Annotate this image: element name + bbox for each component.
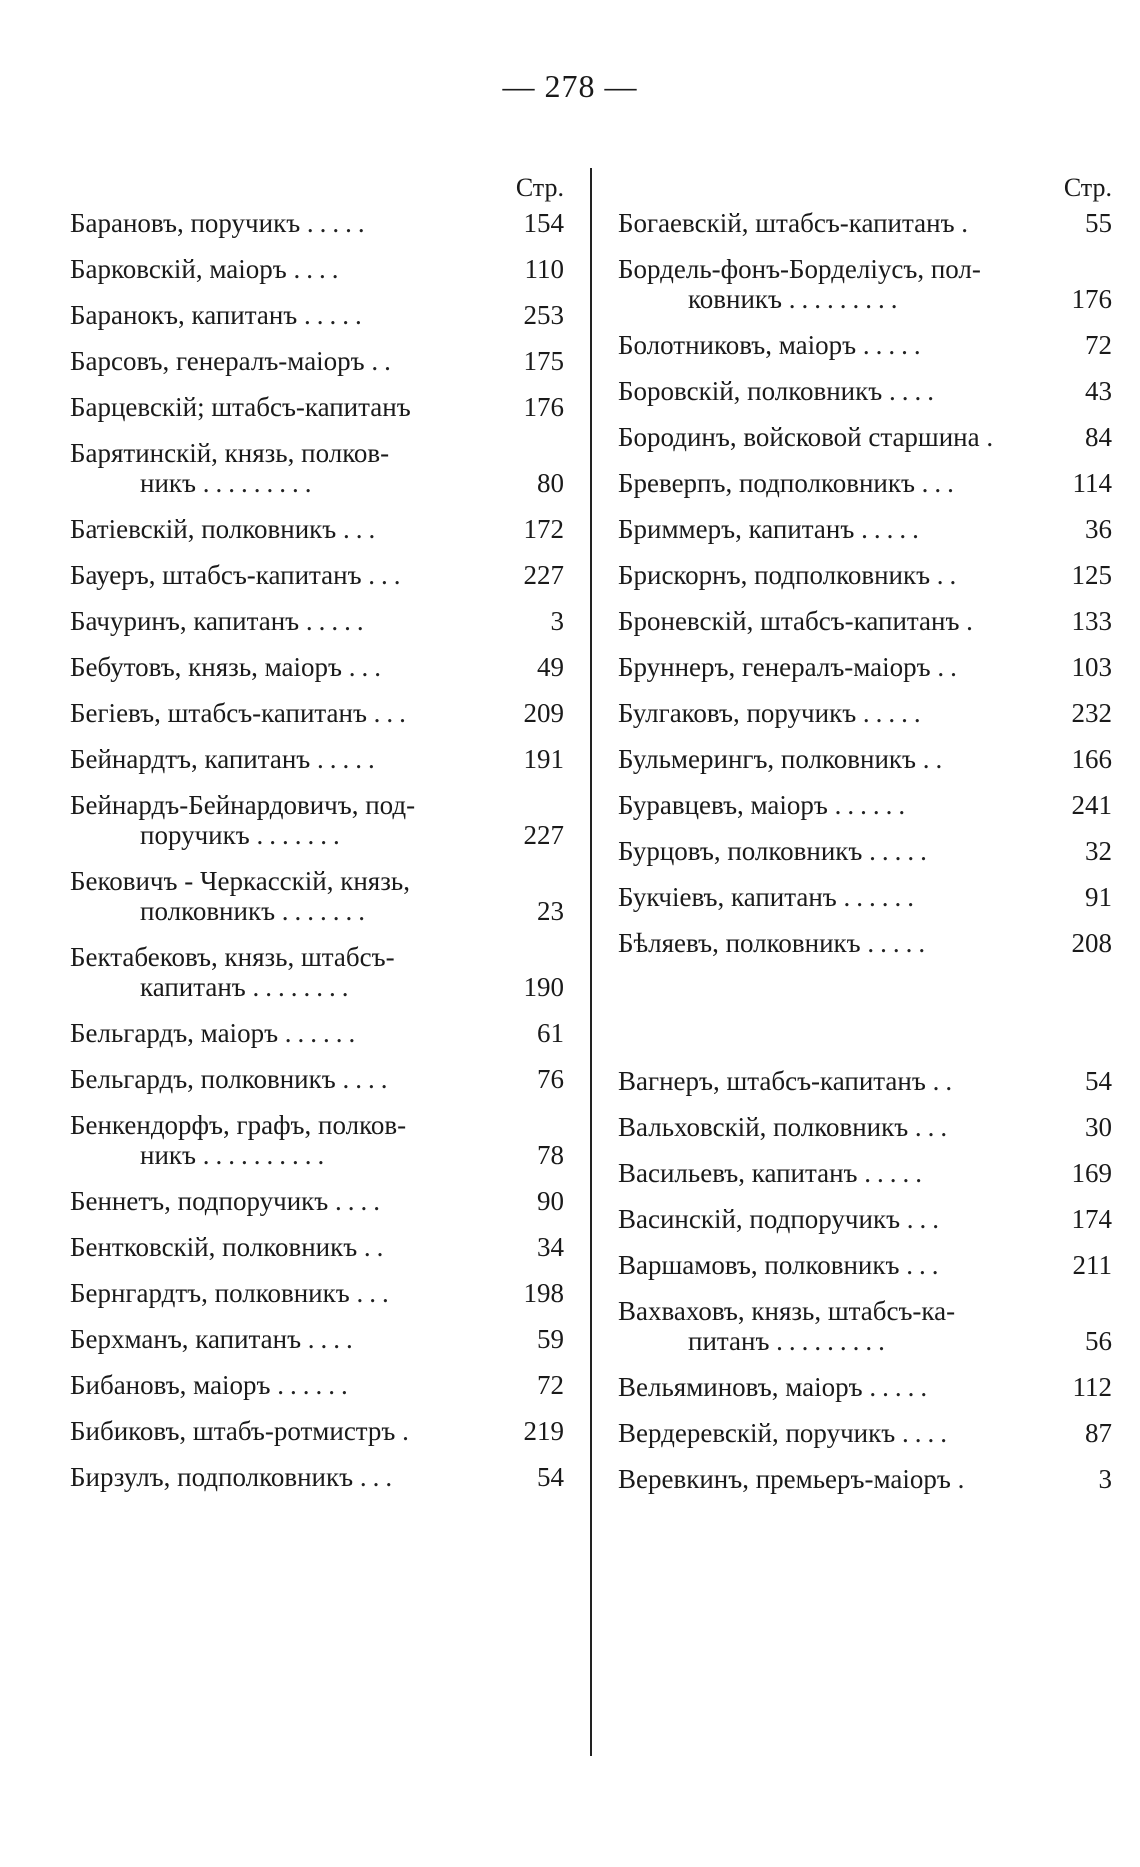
page-reference: 110 [524, 254, 564, 284]
entry-name-continuation [618, 284, 1032, 314]
entry-name-text: Веревкинъ, премьеръ-маіоръ [618, 1464, 951, 1494]
index-entry [70, 1110, 564, 1170]
entry-name-text: Бреверпъ, подполковникъ [618, 468, 915, 498]
index-entry [618, 1250, 1112, 1280]
page-reference: 211 [1072, 1250, 1112, 1280]
index-entry [70, 208, 564, 238]
entry-name [618, 1372, 1032, 1402]
leader-dots: ....... [281, 896, 372, 926]
entry-name [618, 1112, 1032, 1142]
entry-name-text: Болотниковъ, маіоръ [618, 330, 857, 360]
leader-dots: ...... [843, 882, 921, 912]
entry-name-text: Васильевъ, капитанъ [618, 1158, 858, 1188]
leader-dots: . [961, 208, 975, 238]
page-reference: 36 [1085, 514, 1112, 544]
page-reference: 54 [1085, 1066, 1112, 1096]
leader-dots: ... [368, 560, 407, 590]
entry-name [70, 1110, 484, 1140]
entry-name-text: Бейнардъ-Бейнардовичъ, под- [70, 790, 416, 820]
entry-name-text: Булгаковъ, поручикъ [618, 698, 857, 728]
entry-name-text: Бородинъ, войсковой старшина [618, 422, 980, 452]
index-entry [70, 1324, 564, 1354]
entry-name [618, 468, 1032, 498]
entry-name-text: Батіевскій, полковникъ [70, 514, 337, 544]
entry-name [70, 1186, 484, 1216]
entry-name [618, 698, 1032, 728]
leader-dots: ........ [252, 972, 355, 1002]
leader-dots: ... [356, 1278, 395, 1308]
entry-name [70, 744, 484, 774]
entry-name-text: Барятинскій, князь, полков- [70, 438, 390, 468]
entry-name-text: Бриммеръ, капитанъ [618, 514, 855, 544]
entry-continuation-text: никъ [140, 468, 196, 498]
page-reference: 227 [523, 560, 564, 590]
page-reference: 76 [537, 1064, 564, 1094]
left-column [70, 168, 564, 1508]
leader-dots: ..... [864, 1158, 928, 1188]
index-entry [618, 560, 1112, 590]
leader-dots: .. [922, 744, 949, 774]
entry-name [70, 392, 484, 422]
entry-continuation-text: ковникъ [688, 284, 782, 314]
leader-dots: .. [937, 652, 963, 682]
entry-continuation-text: никъ [140, 1140, 196, 1170]
page-reference: 23 [537, 896, 564, 926]
page-reference: 43 [1085, 376, 1112, 406]
index-entry [70, 942, 564, 1002]
entry-name [618, 208, 1032, 238]
leader-dots: ......... [788, 284, 904, 314]
entry-name [70, 942, 484, 972]
entry-name [618, 606, 1032, 636]
entry-name-continuation [70, 468, 484, 498]
index-entry [70, 392, 564, 422]
index-entry [70, 1370, 564, 1400]
entry-name [70, 1018, 484, 1048]
entry-name [618, 254, 1032, 284]
page-reference: 59 [537, 1324, 564, 1354]
index-entry [70, 1232, 564, 1262]
leader-dots: .. [932, 1066, 959, 1096]
entry-name [618, 422, 1032, 452]
index-entry [618, 1066, 1112, 1096]
index-entry [618, 376, 1112, 406]
entry-list-b [618, 208, 1112, 958]
entry-name-text: Бектабековъ, князь, штабсъ- [70, 942, 395, 972]
index-entry [70, 790, 564, 850]
right-column [618, 168, 1112, 1510]
page-reference: 103 [1071, 652, 1112, 682]
page-reference: 166 [1071, 744, 1112, 774]
page-reference: 55 [1085, 208, 1112, 238]
page-reference: 227 [523, 820, 564, 850]
page-reference: 84 [1085, 422, 1112, 452]
entry-name-text: Буравцевъ, маіоръ [618, 790, 828, 820]
index-entry [618, 1112, 1112, 1142]
page-reference: 253 [523, 300, 564, 330]
entry-name-continuation [618, 1326, 1032, 1356]
entry-continuation-text: капитанъ [140, 972, 246, 1002]
entry-name [618, 1250, 1032, 1280]
leader-dots: ... [921, 468, 960, 498]
leader-dots: ..... [861, 514, 925, 544]
entry-name-text: Бентковскій, полковникъ [70, 1232, 358, 1262]
index-entry [618, 790, 1112, 820]
entry-name-text: Бачуринъ, капитанъ [70, 606, 300, 636]
leader-dots: ..... [317, 744, 381, 774]
leader-dots: ......... [776, 1326, 891, 1356]
entry-name-text: Бейнардтъ, капитанъ [70, 744, 311, 774]
index-entry [618, 836, 1112, 866]
leader-dots: ... [359, 1462, 399, 1492]
page-reference: 112 [1072, 1372, 1112, 1402]
entry-name-text: Васинскій, подпоручикъ [618, 1204, 901, 1234]
leader-dots: .. [371, 346, 397, 376]
index-entry [70, 1186, 564, 1216]
entry-name-continuation [70, 896, 484, 926]
leader-dots: ....... [256, 820, 346, 850]
entry-continuation-text: питанъ [688, 1326, 770, 1356]
section-gap [618, 974, 1112, 1066]
index-entry [618, 928, 1112, 958]
index-entry [618, 606, 1112, 636]
entry-name-text: Бенкендорфъ, графъ, полков- [70, 1110, 407, 1140]
entry-name-text: Бельгардъ, маіоръ [70, 1018, 279, 1048]
entry-name [618, 882, 1032, 912]
page-reference: 3 [550, 606, 564, 636]
entry-name-text: Берхманъ, капитанъ [70, 1324, 302, 1354]
entry-name-text: Букчіевъ, капитанъ [618, 882, 837, 912]
entry-name [618, 514, 1032, 544]
leader-dots: ... [348, 652, 387, 682]
index-entry [70, 652, 564, 682]
page-reference: 32 [1085, 836, 1112, 866]
entry-name [70, 560, 484, 590]
leader-dots: .... [335, 1186, 386, 1216]
leader-dots: .. [936, 560, 963, 590]
page-reference: 176 [1071, 284, 1112, 314]
leader-dots: ... [373, 698, 412, 728]
leader-dots: .... [293, 254, 345, 284]
entry-name-text: Вагнеръ, штабсъ-капитанъ [618, 1066, 926, 1096]
leader-dots: .......... [202, 1140, 331, 1170]
page-reference: 176 [523, 392, 564, 422]
entry-name-text: Бебутовъ, князь, маіоръ [70, 652, 342, 682]
index-entry [70, 438, 564, 498]
entry-name-continuation [70, 972, 484, 1002]
entry-name [618, 744, 1032, 774]
index-entry [618, 1418, 1112, 1448]
entry-name-text: Вахваховъ, князь, штабсъ-ка- [618, 1296, 956, 1326]
page-reference: 191 [523, 744, 564, 774]
page-reference: 34 [537, 1232, 564, 1262]
leader-dots: .. [363, 1232, 390, 1262]
column-header-pages: Стр. [515, 173, 564, 202]
leader-dots: . [957, 1464, 971, 1494]
entry-name [70, 346, 484, 376]
leader-dots: . [402, 1416, 415, 1446]
index-entry [618, 652, 1112, 682]
entry-name-text: Бирзулъ, подполковникъ [70, 1462, 354, 1492]
leader-dots: ...... [284, 1018, 362, 1048]
index-entry [70, 1018, 564, 1048]
index-entry [618, 514, 1112, 544]
entry-name-text: Бековичъ - Черкасскій, князь, [70, 866, 410, 896]
index-entry [70, 254, 564, 284]
entry-name-text: Броневскій, штабсъ-капитанъ [618, 606, 960, 636]
entry-name-text: Вельяминовъ, маіоръ [618, 1372, 863, 1402]
entry-name [618, 560, 1032, 590]
entry-name [618, 1296, 1032, 1326]
index-entry [70, 866, 564, 926]
entry-name [618, 376, 1032, 406]
entry-name-text: Боровскій, полковникъ [618, 376, 883, 406]
entry-name [618, 652, 1032, 682]
column-header-pages: Стр. [1063, 173, 1112, 202]
entry-name-text: Барановъ, поручикъ [70, 208, 301, 238]
leader-dots: ..... [869, 836, 933, 866]
entry-name-text: Баранокъ, капитанъ [70, 300, 298, 330]
entry-name-text: Бельгардъ, полковникъ [70, 1064, 336, 1094]
entry-name-text: Бордель-фонъ-Борделіусъ, пол- [618, 254, 981, 284]
entry-name [618, 1066, 1032, 1096]
leader-dots: ... [906, 1204, 946, 1234]
entry-name-text: Бернгардтъ, полковникъ [70, 1278, 350, 1308]
page-reference: 133 [1071, 606, 1112, 636]
page-reference: 72 [1085, 330, 1112, 360]
index-entry [618, 744, 1112, 774]
entry-continuation-text: поручикъ [140, 820, 250, 850]
entry-name [618, 790, 1032, 820]
page-reference: 198 [523, 1278, 564, 1308]
entry-name [618, 928, 1032, 958]
entry-name-text: Богаевскій, штабсъ-капитанъ [618, 208, 955, 238]
entry-name [70, 1416, 484, 1446]
index-entry [618, 422, 1112, 452]
index-entry [70, 560, 564, 590]
index-entry [618, 208, 1112, 238]
entry-name [618, 1158, 1032, 1188]
page-reference: 190 [523, 972, 564, 1002]
entry-name-text: Бурцовъ, полковникъ [618, 836, 863, 866]
entry-name-text: Бибиковъ, штабъ-ротмистръ [70, 1416, 396, 1446]
entry-name [70, 1278, 484, 1308]
entry-name [618, 1464, 1032, 1494]
entry-name [70, 514, 484, 544]
index-entry [618, 1296, 1112, 1356]
leader-dots: ..... [305, 606, 370, 636]
entry-name-text: Барсовъ, генералъ-маіоръ [70, 346, 365, 376]
index-entry [70, 744, 564, 774]
entry-name [70, 652, 484, 682]
page-reference: 208 [1071, 928, 1112, 958]
page-reference: 175 [523, 346, 564, 376]
leader-dots: . [986, 422, 1000, 452]
entry-name-text: Варшамовъ, полковникъ [618, 1250, 900, 1280]
index-entry [618, 698, 1112, 728]
page-reference: 80 [537, 468, 564, 498]
leader-dots: .... [342, 1064, 394, 1094]
column-divider [590, 168, 592, 1756]
leader-dots: ..... [304, 300, 368, 330]
entry-name-text: Бауеръ, штабсъ-капитанъ [70, 560, 362, 590]
leader-dots: ...... [834, 790, 912, 820]
page-reference: 125 [1071, 560, 1112, 590]
entry-name-text: Бегіевъ, штабсъ-капитанъ [70, 698, 367, 728]
leader-dots: .... [901, 1418, 953, 1448]
page-reference: 241 [1071, 790, 1112, 820]
page-reference: 87 [1085, 1418, 1112, 1448]
leader-dots: ... [914, 1112, 954, 1142]
leader-dots: ......... [202, 468, 318, 498]
index-entry [70, 606, 564, 636]
entry-name-continuation [70, 1140, 484, 1170]
entry-name [618, 1418, 1032, 1448]
entry-name-text: Барцевскій; штабсъ-капитанъ [70, 392, 411, 422]
page-reference: 232 [1071, 698, 1112, 728]
entry-name [70, 208, 484, 238]
index-entry [70, 1278, 564, 1308]
entry-name-text: Бѣляевъ, полковникъ [618, 928, 861, 958]
page-reference: 54 [537, 1462, 564, 1492]
page-reference: 78 [537, 1140, 564, 1170]
index-entry [618, 468, 1112, 498]
entry-name-text: Вердеревскій, поручикъ [618, 1418, 896, 1448]
leader-dots: ..... [862, 330, 927, 360]
page-reference: 169 [1071, 1158, 1112, 1188]
entry-name [70, 1064, 484, 1094]
entry-name-text: Брискорнъ, подполковникъ [618, 560, 931, 590]
leader-dots: ..... [306, 208, 371, 238]
entry-name-text: Вальховскій, полковникъ [618, 1112, 909, 1142]
page-reference: 49 [537, 652, 564, 682]
index-entry [618, 1372, 1112, 1402]
entry-list-v [618, 1066, 1112, 1494]
entry-name [70, 438, 484, 468]
page-reference: 90 [537, 1186, 564, 1216]
index-entry [70, 1416, 564, 1446]
page-number: — 278 — [502, 68, 638, 104]
entry-name [70, 1232, 484, 1262]
entry-name [70, 1370, 484, 1400]
entry-name [70, 300, 484, 330]
leader-dots: ..... [862, 698, 927, 728]
page-reference: 61 [537, 1018, 564, 1048]
leader-dots: .... [888, 376, 940, 406]
leader-dots: . [966, 606, 979, 636]
page-reference: 114 [1072, 468, 1112, 498]
index-entry [70, 698, 564, 728]
index-entry [618, 1464, 1112, 1494]
index-entry [618, 1158, 1112, 1188]
page-reference: 30 [1085, 1112, 1112, 1142]
page-reference: 154 [523, 208, 564, 238]
index-entry [70, 1064, 564, 1094]
leader-dots: .... [307, 1324, 359, 1354]
entry-name [70, 698, 484, 728]
leader-dots: ... [343, 514, 382, 544]
leader-dots: ..... [867, 928, 932, 958]
leader-dots: ...... [277, 1370, 354, 1400]
entry-name [70, 1324, 484, 1354]
entry-name [618, 330, 1032, 360]
entry-name [70, 254, 484, 284]
index-entry [618, 330, 1112, 360]
entry-list-left [70, 208, 564, 1492]
page-reference: 209 [523, 698, 564, 728]
entry-name [70, 866, 484, 896]
entry-name-text: Беннетъ, подпоручикъ [70, 1186, 329, 1216]
entry-name-text: Бибановъ, маіоръ [70, 1370, 271, 1400]
leader-dots: ..... [869, 1372, 934, 1402]
entry-name [618, 836, 1032, 866]
page-reference: 91 [1085, 882, 1112, 912]
entry-name-text: Бруннеръ, генералъ-маіоръ [618, 652, 931, 682]
page-reference: 219 [523, 1416, 564, 1446]
entry-name-text: Бульмерингъ, полковникъ [618, 744, 916, 774]
entry-continuation-text: полковникъ [140, 896, 276, 926]
index-entry [70, 300, 564, 330]
index-entry [618, 254, 1112, 314]
entry-name-continuation [70, 820, 484, 850]
index-entry [70, 514, 564, 544]
page-reference: 56 [1085, 1326, 1112, 1356]
page-reference: 172 [523, 514, 564, 544]
index-entry [70, 346, 564, 376]
entry-name [70, 606, 484, 636]
page-reference: 3 [1098, 1464, 1112, 1494]
entry-name [70, 1462, 484, 1492]
leader-dots: ... [906, 1250, 945, 1280]
entry-name [70, 790, 484, 820]
index-entry [618, 1204, 1112, 1234]
index-entry [70, 1462, 564, 1492]
page-reference: 174 [1071, 1204, 1112, 1234]
entry-name-text: Барковскій, маіоръ [70, 254, 287, 284]
index-entry [618, 882, 1112, 912]
entry-name [618, 1204, 1032, 1234]
page-reference: 72 [537, 1370, 564, 1400]
